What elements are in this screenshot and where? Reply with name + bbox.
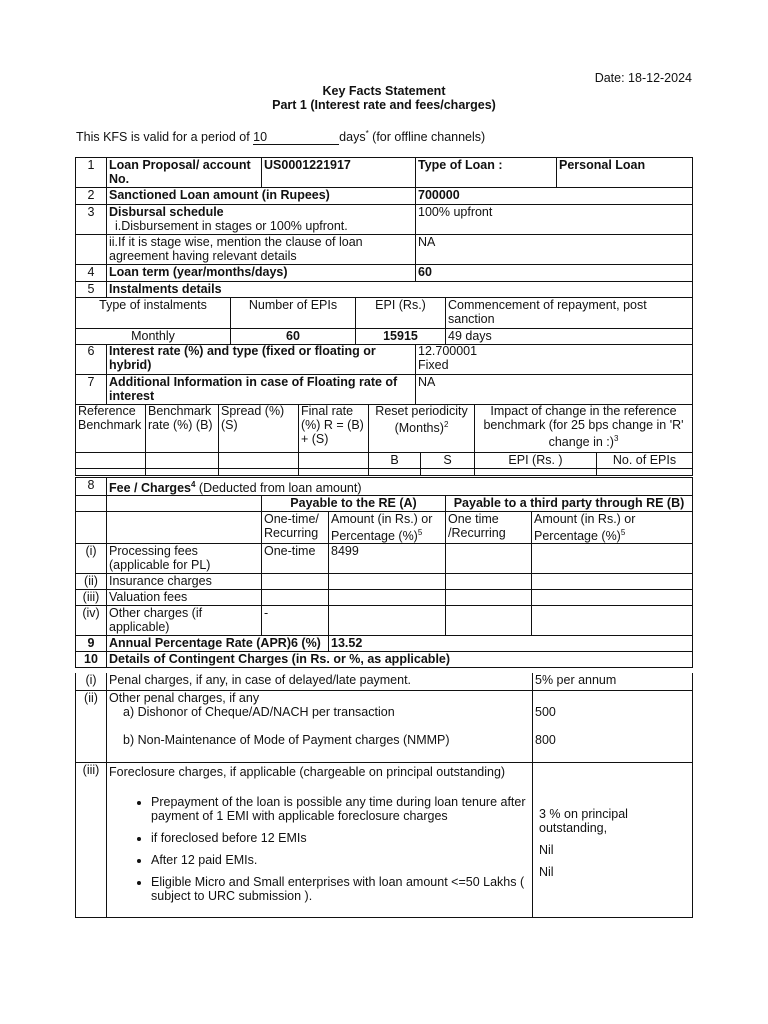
fee-row: (iv) Other charges (if applicable) - — [76, 606, 693, 636]
row-instalments: 5 Instalments details — [76, 282, 693, 298]
list-item: • After 12 paid EMIs. — [151, 853, 530, 867]
statement-date: Date: 18-12-2024 — [594, 71, 692, 85]
row-fees-title: 8 Fee / Charges$^4$ (Deducted from loan amount) — [76, 478, 693, 496]
list-item: • Eligible Micro and Small enterprises with loan amount <=50 Lakhs ( subject to URC submission ). — [151, 875, 530, 903]
row-disbursal-stage-clause: ii.If it is stage wise, mention the clause of loan agreement having relevant details NA — [76, 235, 693, 265]
instalments-table: Type of instalments Number of EPIs EPI (Rs.) Commencement of repayment, post sanction Monthly 60 15915 49 days — [75, 298, 693, 345]
row-loan-proposal: 1 Loan Proposal/ account No. US0001221917 Type of Loan : Personal Loan — [76, 158, 693, 188]
fee-row: (iii) Valuation fees — [76, 590, 693, 606]
fees-table: 8 Fee / Charges$^4$ (Deducted from loan amount) Payable to the RE (A) Payable to a third party through RE (B) One-time/ Recurring Amount (in Rs.) or Percentage (%)$^5$ One time /Recurring Amount (in Rs.) or Percentage (%)$^5$ (i) Processing fees (applicable for PL) One-time 8499 (ii) Insurance charges (iii) Valuation fees (iv) Other charges (if applicable) - 9 Annual Percentage Rate (APR)6 (%) 13.52 10 Details of Contingent Charges (in Rs. or %, as applicable) — [75, 477, 693, 668]
row-disbursal-schedule: 3 Disbursal schedule i.Disbursement in stages or 100% upfront. 100% upfront — [76, 205, 693, 235]
contingent-table — [75, 673, 693, 918]
interest-table — [75, 344, 693, 405]
row-foreclosure: (iii) Foreclosure charges, if applicable (chargeable on principal outstanding) • Prepayment of the loan is possible any time during loan tenure after payment of 1 EMI with applicable foreclosure charges • if foreclosed before 12 EMIs • After 12 paid EMIs. • Eligible Micro and Small enterprises with loan amount <=50 Lakhs ( subject to URC submission ). 3 % on principal outstanding, Nil Nil — [76, 762, 693, 917]
page-subtitle: Part 1 (Interest rate and fees/charges) — [272, 98, 496, 112]
validity-line: This KFS is valid for a period of 10 days* (for offline channels) — [76, 129, 486, 145]
row-loan-term: 4 Loan term (year/months/days) 60 — [76, 265, 693, 282]
fee-row: (ii) Insurance charges — [76, 574, 693, 590]
row-other-penal: (ii) Other penal charges, if any a) Dishonor of Cheque/AD/NACH per transaction b) Non-Maintenance of Mode of Payment charges (NMMP) 500 800 — [76, 690, 693, 762]
row-interest-rate: 6 Interest rate (%) and type (fixed or floating or hybrid) 12.700001 Fixed — [76, 344, 693, 374]
row-contingent-title: 10 Details of Contingent Charges (in Rs. or %, as applicable) — [76, 652, 693, 668]
row-sanctioned-amount: 2 Sanctioned Loan amount (in Rupees) 700000 — [76, 188, 693, 205]
fee-row: (i) Processing fees (applicable for PL) One-time 8499 — [76, 544, 693, 574]
row-apr: 9 Annual Percentage Rate (APR)6 (%) 13.52 — [76, 636, 693, 652]
list-item: • if foreclosed before 12 EMIs — [151, 831, 530, 845]
page-title: Key Facts Statement — [322, 84, 446, 98]
validity-days-field: 10 — [253, 130, 339, 145]
floating-table: Reference Benchmark Benchmark rate (%) (B) Spread (%) (S) Final rate (%) R = (B) + (S) Reset periodicity (Months)$^2$ Impact of change in the reference benchmark (for 25 bps change in 'R' change in :)$^3$ B S EPI (Rs. ) No. of EPIs — [75, 404, 693, 476]
list-item: • Prepayment of the loan is possible any time during loan tenure after payment of 1 EMI with applicable foreclosure charges — [151, 795, 530, 823]
row-floating-info: 7 Additional Information in case of Floating rate of interest NA — [76, 374, 693, 404]
kfs-table — [75, 157, 693, 298]
row-penal-late: (i) Penal charges, if any, in case of delayed/late payment. 5% per annum — [76, 673, 693, 690]
